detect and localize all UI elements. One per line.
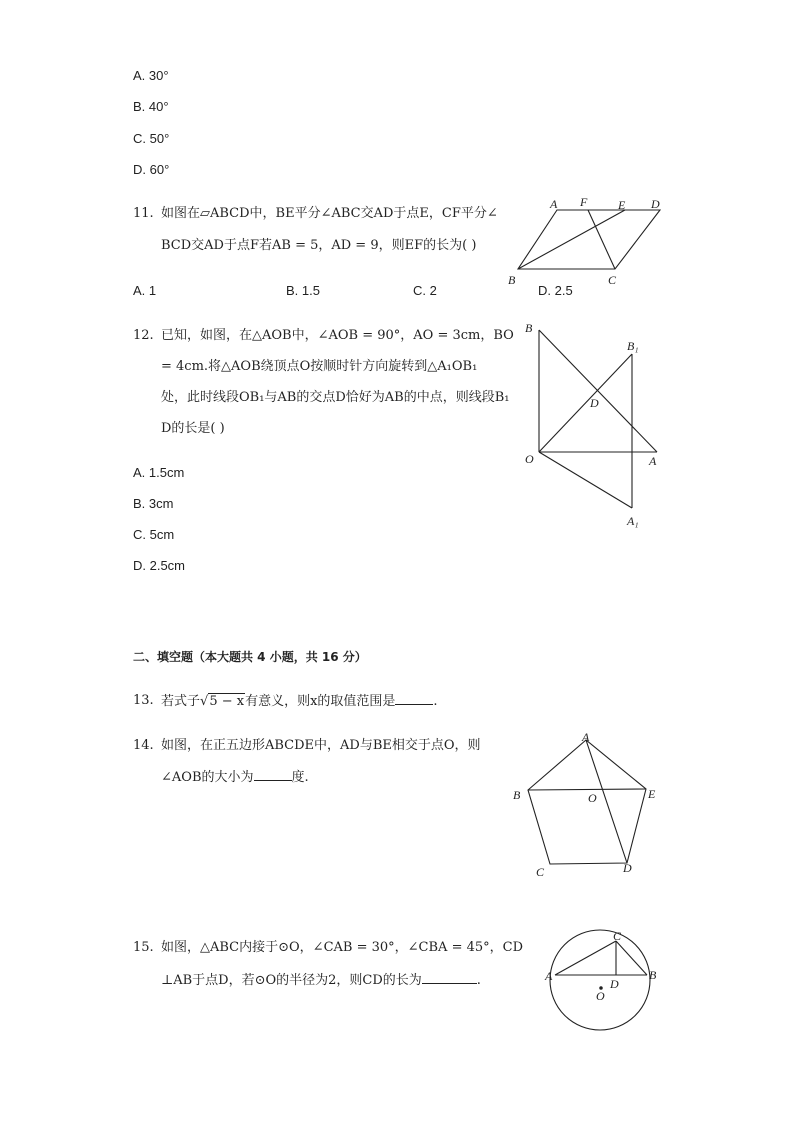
q12-option-c: C. 5cm [133, 527, 175, 542]
fig12-label-b: B [525, 321, 533, 335]
fig12-label-a: A [649, 454, 657, 468]
option-a-prev: A. 30° [133, 68, 169, 83]
fig15-label-b: B [649, 968, 657, 982]
q12-option-d: D. 2.5cm [133, 558, 186, 573]
fig14-label-a: A [582, 730, 590, 744]
q14-text-line2-pre: ∠AOB的大小为 [161, 770, 254, 785]
q11-text-line2: BCD交AD于点F若AB = 5，AD = 9，则EF的长为( ) [161, 238, 477, 253]
q11-option-b: B. 1.5 [286, 283, 320, 298]
pentagon-figure [500, 728, 675, 883]
fig11-label-b: B [508, 273, 516, 287]
fig14-label-c: C [536, 865, 545, 879]
q12-option-b: B. 3cm [133, 496, 174, 511]
fig12-label-d: D [590, 396, 599, 410]
fig15-label-o: O [596, 989, 605, 1003]
q14-answer-blank [254, 768, 292, 781]
q12-number: 12. [133, 328, 154, 343]
fig11-label-f: F [580, 195, 588, 209]
fig11-label-e: E [618, 198, 626, 212]
q15-text-line2-pre: ⊥AB于点D，若⊙O的半径为2，则CD的长为 [161, 973, 422, 988]
q13-radicand: 5 − x [209, 694, 245, 709]
q13-text-end: . [433, 694, 438, 709]
circle-figure [540, 928, 670, 1043]
q11-option-d: D. 2.5 [538, 283, 573, 298]
q14-text-line1: 如图，在正五边形ABCDE中，AD与BE相交于点O，则 [161, 738, 481, 753]
q13-text [161, 692, 438, 711]
fig11-label-c: C [608, 273, 617, 287]
q15-text-line1: 如图，△ABC内接于⊙O，∠CAB = 30°，∠CBA = 45°，CD [161, 940, 524, 955]
fig14-label-e: E [648, 787, 656, 801]
fig14-label-o: O [588, 791, 597, 805]
q12-option-a: A. 1.5cm [133, 465, 185, 480]
q14-text-line2 [161, 768, 309, 787]
q13-number: 13. [133, 693, 154, 708]
option-b-prev: B. 40° [133, 99, 169, 114]
option-d-prev: D. 60° [133, 162, 170, 177]
fig11-label-d: D [651, 197, 660, 211]
rotation-figure [515, 318, 675, 533]
q15-text-line2-post: . [476, 973, 481, 988]
q12-text-line1: 已知，如图，在△AOB中，∠AOB = 90°，AO = 3cm，BO [161, 328, 514, 343]
fig14-label-b: B [513, 788, 521, 802]
fig12-label-o: O [525, 452, 534, 466]
fig12-label-a1: A₁ [627, 514, 639, 528]
q14-number: 14. [133, 738, 154, 753]
q11-text-line1: 如图在▱ABCD中，BE平分∠ABC交AD于点E，CF平分∠ [161, 206, 498, 221]
q13-text-post: 有意义，则x的取值范围是 [245, 694, 396, 709]
fig15-label-c: C [613, 929, 622, 943]
q11-option-c: C. 2 [413, 283, 437, 298]
fig15-label-d: D [610, 977, 619, 991]
q13-answer-blank [395, 692, 433, 705]
q12-text-line4: D的长是( ) [161, 421, 225, 436]
option-c-prev: C. 50° [133, 131, 170, 146]
q11-number: 11. [133, 206, 154, 221]
fig11-label-a: A [550, 197, 558, 211]
section-header: 二、填空题（本大题共 4 小题，共 16 分） [133, 650, 367, 664]
q12-text-line3: 处，此时线段OB₁与AB的交点D恰好为AB的中点，则线段B₁ [161, 390, 510, 405]
q14-text-line2-post: 度. [291, 770, 309, 785]
fig14-label-d: D [623, 861, 632, 875]
q15-number: 15. [133, 940, 154, 955]
fig15-label-a: A [545, 969, 553, 983]
q11-option-a: A. 1 [133, 283, 157, 298]
q15-text-line2 [161, 971, 481, 990]
sqrt-sign: √ [200, 694, 209, 709]
parallelogram-figure [500, 192, 680, 292]
q12-text-line2: = 4cm.将△AOB绕顶点O按顺时针方向旋转到△A₁OB₁ [161, 359, 478, 374]
q13-text-pre: 若式子 [161, 694, 201, 709]
q15-answer-blank [422, 971, 477, 984]
fig12-label-b1: B₁ [627, 339, 639, 353]
